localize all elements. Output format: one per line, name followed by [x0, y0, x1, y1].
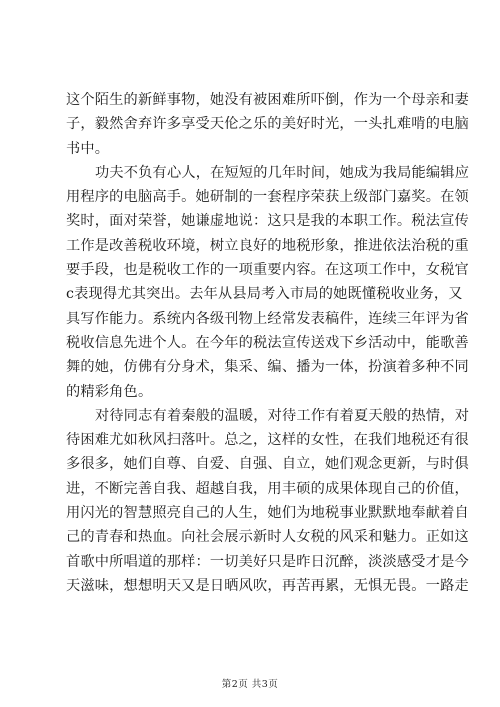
text-line: 用程序的电脑高手。她研制的一套程序荣获上级部门嘉奖。在领: [66, 189, 469, 206]
text-line: 子，毅然舍弃许多享受天伦之乐的美好时光，一头扎难啃的电脑: [66, 116, 469, 133]
paragraph-2: [66, 161, 470, 404]
text-line: c表现得尤其突出。去年从县局考入市局的她既懂税收业务，又: [66, 286, 463, 303]
text-line: 己的青春和热血。向社会展示新时人女税的风采和魅力。正如这: [66, 529, 469, 546]
text-line: 进，不断完善自我、超越自我，用丰硕的成果体现自己的价值，: [66, 480, 469, 497]
document-body: [66, 88, 470, 598]
text-line: 工作是改善税收环境，树立良好的地税形象，推进依法治税的重: [66, 237, 469, 254]
text-line: 舞的她，仿佛有分身术，集采、编、播为一体，扮演着多种不同: [66, 359, 469, 376]
paragraph-3: [66, 404, 470, 598]
text-line: 天滋味，想想明天又是日晒风吹，再苦再累，无惧无畏。一路走: [66, 577, 469, 594]
text-line: 对待同志有着秦般的温暖，对待工作有着夏天般的热情，对: [95, 407, 470, 424]
paragraph-1: [66, 88, 469, 161]
text-line: 具写作能力。系统内各级刊物上经常发表稿件，连续三年评为省: [66, 310, 469, 327]
text-line: 这个陌生的新鲜事物，她没有被困难所吓倒，作为一个母亲和妻: [66, 92, 469, 108]
text-line: 首歌中所唱道的那样：一切美好只是昨日沉醉，淡淡感受才是今: [66, 553, 469, 570]
text-line: 多很多，她们自尊、自爱、自强、自立，她们观念更新，与时俱: [66, 456, 469, 473]
text-line: 书中。: [66, 140, 110, 157]
page-number-footer: 第2页 共3页: [221, 679, 279, 690]
text-line: 功夫不负有心人，在短短的几年时间，她成为我局能编辑应: [95, 164, 470, 181]
text-line: 待困难尤如秋风扫落叶。总之，这样的女性，在我们地税还有很: [66, 432, 469, 449]
text-line: 的精彩角色。: [66, 383, 153, 400]
text-line: 要手段，也是税收工作的一项重要内容。在这项工作中，女税官: [66, 262, 469, 279]
text-line: 税收信息先进个人。在今年的税法宣传送戏下乡活动中，能歌善: [66, 334, 469, 351]
text-line: 奖时，面对荣誉，她谦虚地说：这只是我的本职工作。税法宣传: [66, 213, 469, 230]
text-line: 用闪光的智慧照亮自己的人生，她们为地税事业默默地奉献着自: [66, 505, 469, 522]
